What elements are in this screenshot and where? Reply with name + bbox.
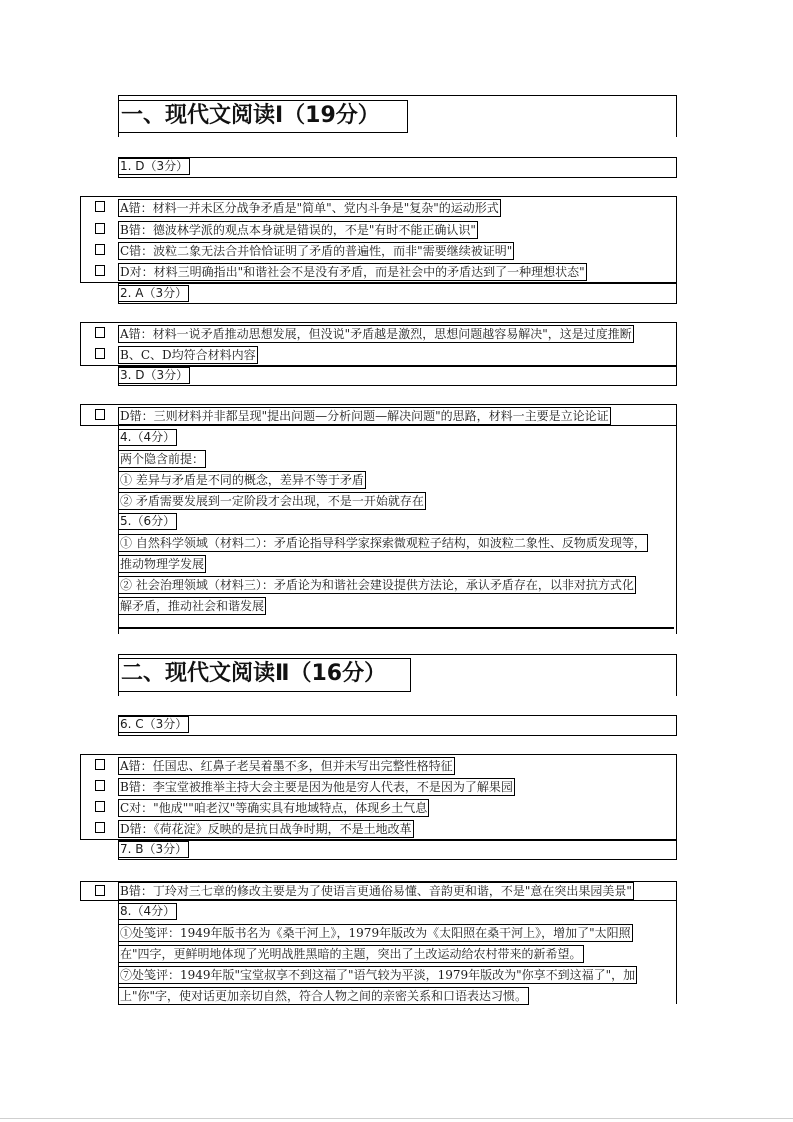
text-line: ② 矛盾需要发展到一定阶段才会出现，不是一开始就存在	[120, 494, 424, 508]
section-heading-2: 二、现代文阅读Ⅱ（16分）	[118, 658, 411, 692]
bullet-icon	[95, 223, 105, 234]
bullet-icon	[95, 327, 105, 338]
option-line: C对："他成""咱老汉"等确实具有地域特点，体现乡土气息	[120, 801, 428, 815]
option-line: A错：材料一说矛盾推动思想发展，但没说"矛盾越是激烈，思想问题越容易解决"，这是过度推断	[120, 327, 632, 341]
option-line: B、C、D均符合材料内容	[120, 348, 256, 362]
bullet-icon	[95, 759, 105, 770]
option-line: A错：材料一并未区分战争矛盾是"简单"、党内斗争是"复杂"的运动形式	[120, 201, 499, 215]
bullet-icon	[95, 348, 105, 359]
section-divider	[118, 627, 674, 629]
answer-label-7: 7. B（3分）	[120, 842, 188, 856]
text-line: 推动物理学发展	[120, 557, 205, 571]
answer-label-5: 5.（6分）	[120, 514, 176, 528]
bullet-icon	[95, 780, 105, 791]
bullet-icon	[95, 265, 105, 276]
option-line: A错：任国忠、红鼻子老吴着墨不多，但并未写出完整性格特征	[120, 759, 453, 773]
answer-row-1	[118, 157, 677, 178]
text-line: ② 社会治理领域（材料三）：矛盾论为和谐社会建设提供方法论，承认矛盾存在，以非对抗方式化	[120, 578, 634, 592]
answer-row-7	[118, 840, 677, 860]
text-line: 在"四字，更鲜明地体现了光明战胜黑暗的主题，突出了土改运动给农村带来的新希望。	[120, 947, 582, 961]
answer-label-2: 2. A（3分）	[120, 286, 188, 300]
bullet-icon	[95, 885, 105, 896]
text-line: ①处笺评：1949年版书名为《桑干河上》，1979年版改为《太阳照在桑干河上》，增加了"太阳照	[120, 926, 631, 940]
option-line: B错：李宝堂被推举主持大会主要是因为他是穷人代表，不是因为了解果园	[120, 780, 513, 794]
bullet-icon	[95, 244, 105, 255]
text-line: ① 差异与矛盾是不同的概念，差异不等于矛盾	[120, 473, 364, 487]
answer-row-2	[118, 283, 677, 304]
bullet-icon	[95, 822, 105, 833]
option-line: D错：三则材料并非都呈现"提出问题—分析问题—解决问题"的思路，材料一主要是立论论证	[120, 409, 609, 423]
text-line: 上"你"字，使对话更加亲切自然，符合人物之间的亲密关系和口语表达习惯。	[120, 989, 528, 1003]
page-bottom-divider	[0, 1118, 793, 1119]
option-line: D对：材料三明确指出"和谐社会不是没有矛盾，而是社会中的矛盾达到了一种理想状态"	[120, 265, 585, 279]
answer-row-3	[118, 366, 677, 386]
text-line: 解矛盾，推动社会和谐发展	[120, 599, 265, 613]
bullet-icon	[95, 201, 105, 212]
answer-label-8: 8.（4分）	[120, 904, 176, 918]
answer-row-6	[118, 715, 677, 736]
text-line: ⑦处笺评：1949年版"宝堂叔享不到这福了"语气较为平淡，1979年版改为"你享不到这福了"，加	[120, 968, 636, 982]
text-line: 两个隐含前提：	[120, 452, 205, 466]
option-line: B错：丁玲对三七章的修改主要是为了使语言更通俗易懂、音韵更和谐，不是"意在突出果园美景"	[120, 884, 632, 898]
section-heading-1: 一、现代文阅读Ⅰ（19分）	[118, 100, 408, 133]
option-line: C错：波粒二象无法合并恰恰证明了矛盾的普遍性，而非"需要继续被证明"	[120, 244, 513, 258]
answer-label-6: 6. C（3分）	[120, 717, 188, 731]
answer-label-1: 1. D（3分）	[120, 159, 189, 173]
option-line: B错：德波林学派的观点本身就是错误的，不是"有时不能正确认识"	[120, 223, 476, 237]
bullet-icon	[95, 801, 105, 812]
text-line: ① 自然科学领域（材料二）：矛盾论指导科学家探索微观粒子结构，如波粒二象性、反物质发现等，	[120, 536, 646, 550]
option-line: D错：《荷花淀》反映的是抗日战争时期，不是土地改革	[120, 822, 412, 836]
bullet-icon	[95, 409, 105, 420]
answer-label-3: 3. D（3分）	[120, 368, 189, 382]
answer-label-4: 4.（4分）	[120, 430, 176, 444]
